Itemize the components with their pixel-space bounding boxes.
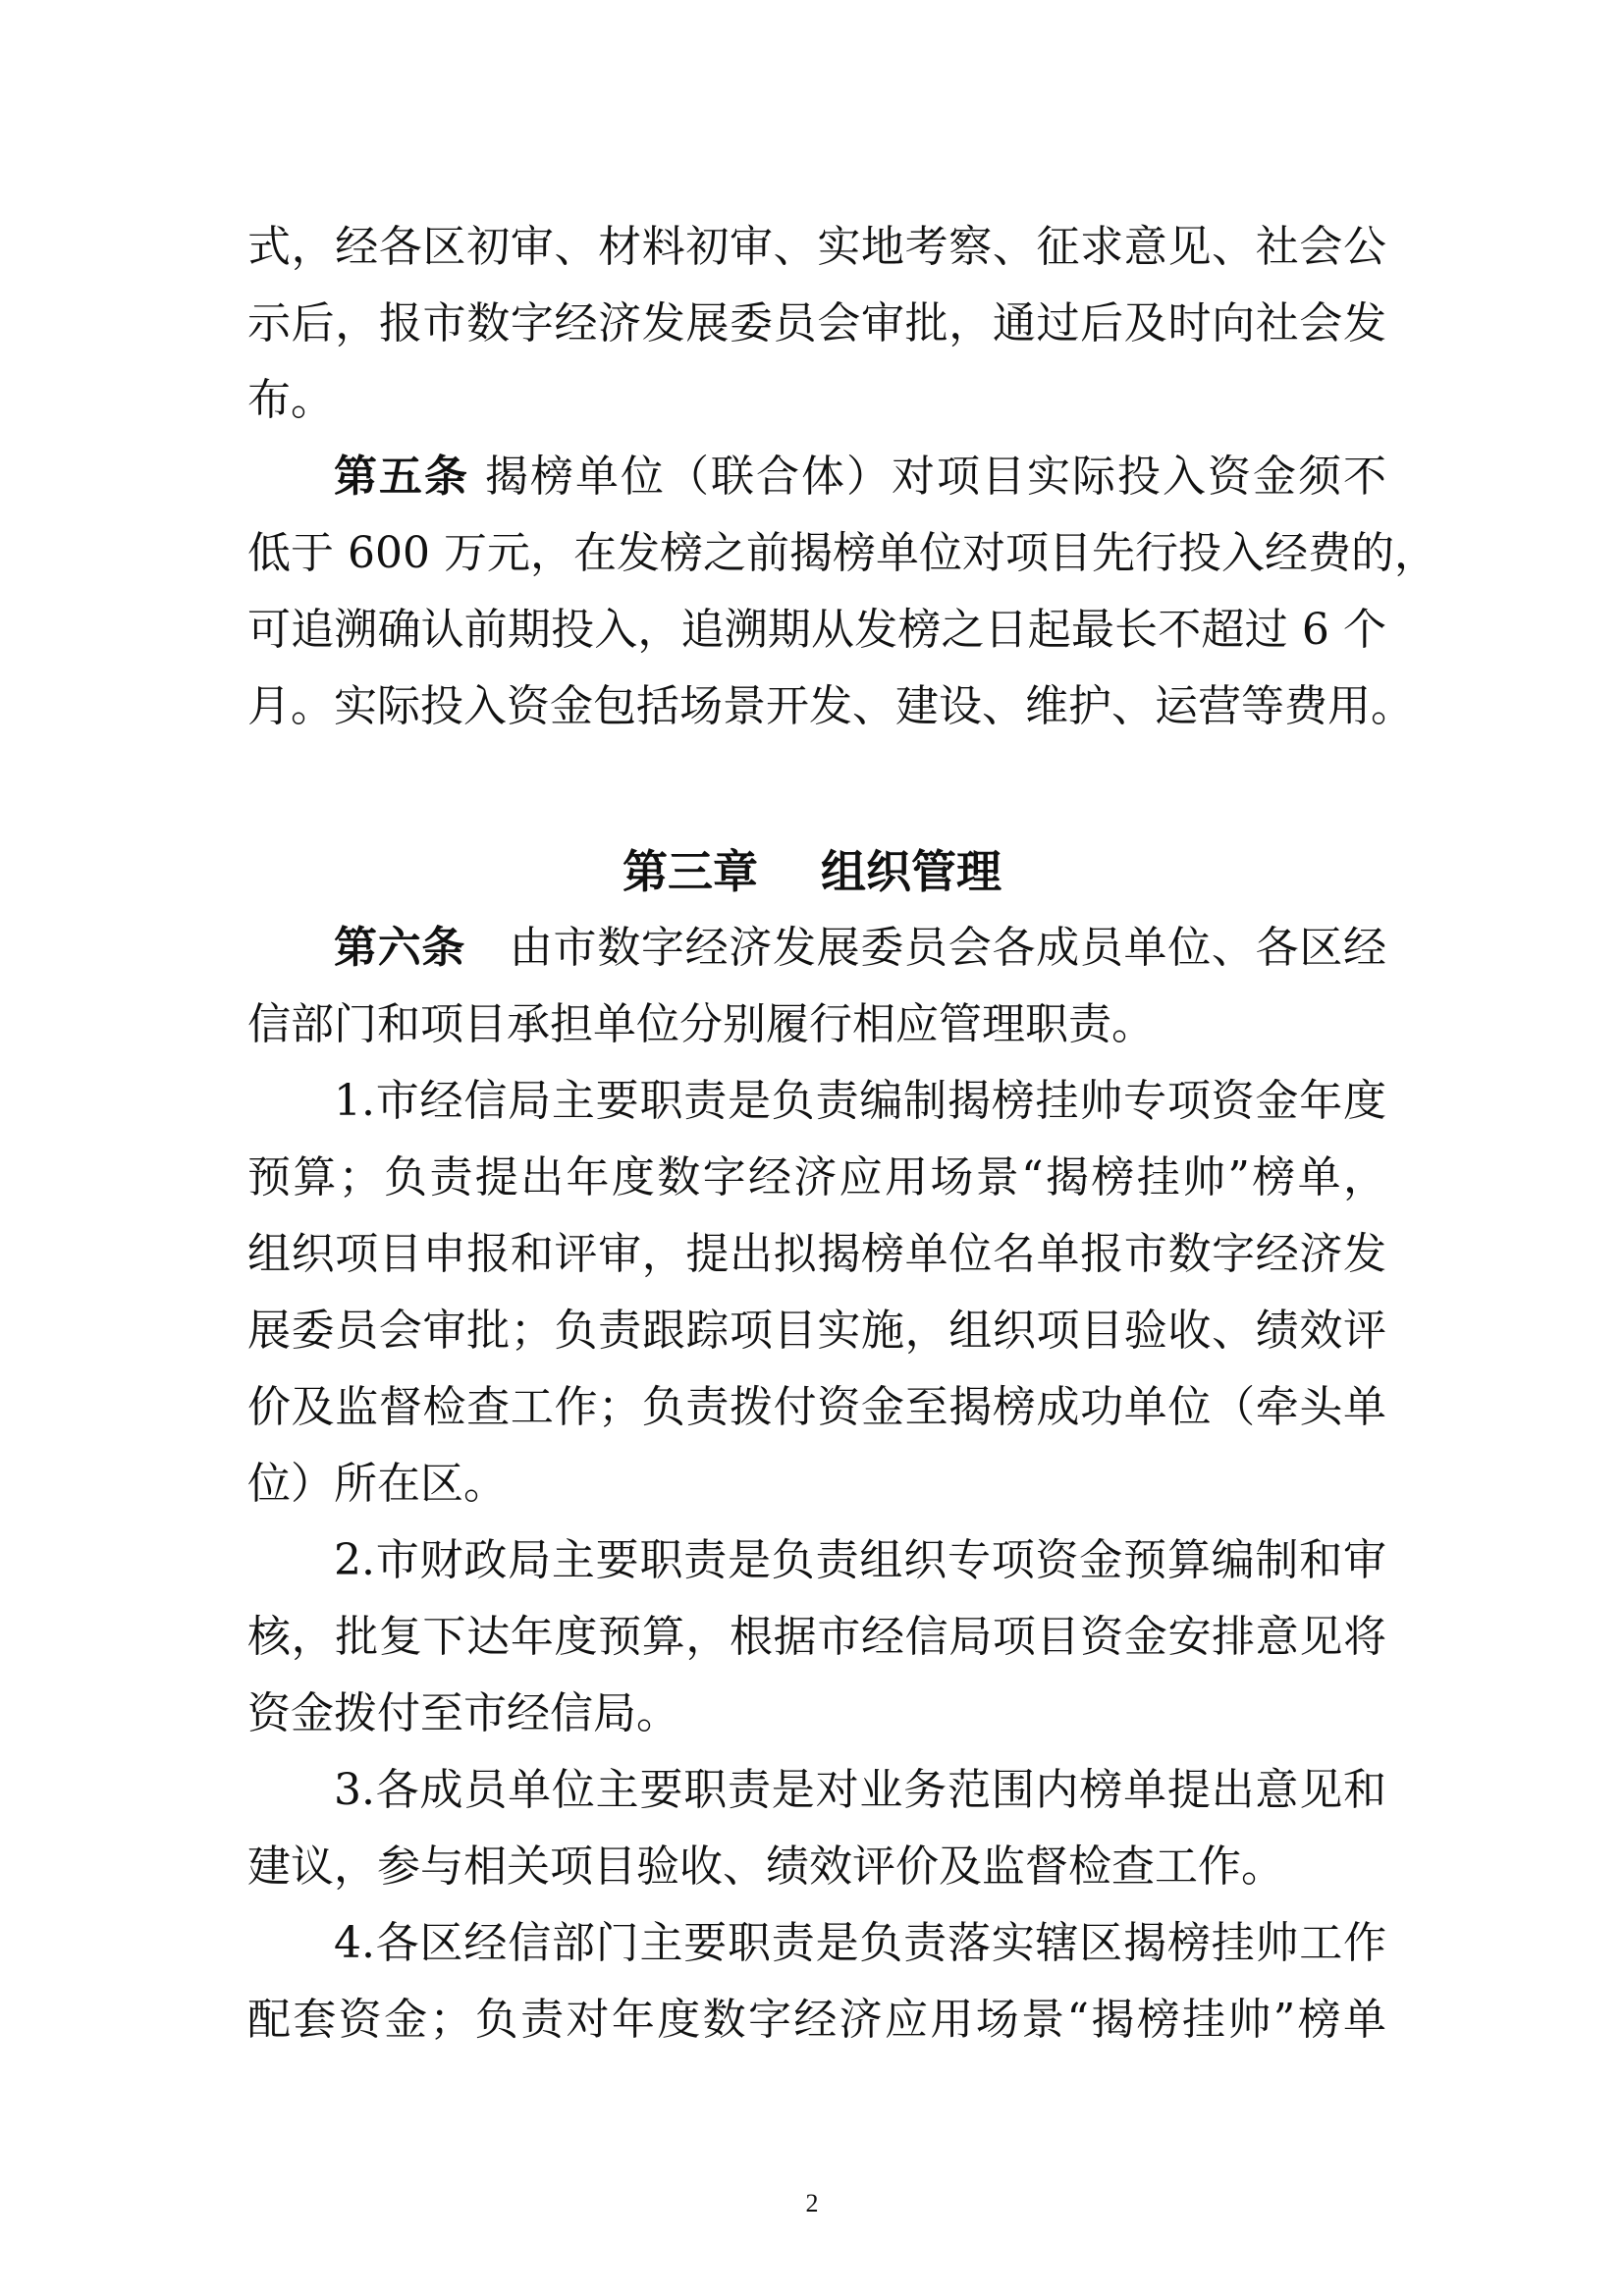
- paragraph-line: 展委员会审批；负责跟踪项目实施，组织项目验收、绩效评: [247, 1306, 1386, 1356]
- article-6-label: 第六条: [334, 923, 466, 973]
- paragraph-line: 示后，报市数字经济发展委员会审批，通过后及时向社会发: [247, 298, 1386, 348]
- item-4-first-line: 4.各区经信部门主要职责是负责落实辖区揭榜挂帅工作: [334, 1918, 1386, 1968]
- paragraph-line: 月。实际投入资金包括场景开发、建设、维护、运营等费用。: [247, 681, 1414, 731]
- article-5-first-line: [334, 448, 1386, 507]
- paragraph-line: 布。: [247, 375, 334, 425]
- article-5-label: 第五条: [334, 452, 469, 502]
- page-number: 2: [805, 2189, 819, 2217]
- article-5-text: 揭榜单位（联合体）对项目实际投入资金须不: [485, 452, 1386, 502]
- paragraph-line: 组织项目申报和评审，提出拟揭榜单位名单报市数字经济发: [247, 1229, 1386, 1279]
- paragraph-line: 式，经各区初审、材料初审、实地考察、征求意见、社会公: [247, 222, 1386, 272]
- paragraph-line: 预算；负责提出年度数字经济应用场景“揭榜挂帅”榜单，: [247, 1152, 1386, 1202]
- paragraph-line: 建议，参与相关项目验收、绩效评价及监督检查工作。: [247, 1842, 1284, 1892]
- paragraph-line: 位）所在区。: [247, 1459, 507, 1509]
- paragraph-line: 信部门和项目承担单位分别履行相应管理职责。: [247, 999, 1155, 1049]
- paragraph-line: 价及监督检查工作；负责拨付资金至揭榜成功单位（牵头单: [247, 1382, 1386, 1432]
- paragraph-line: 核，批复下达年度预算，根据市经信局项目资金安排意见将: [247, 1612, 1386, 1662]
- item-2-first-line: 2.市财政局主要职责是负责组织专项资金预算编制和审: [334, 1535, 1386, 1585]
- article-6-text: 由市数字经济发展委员会各成员单位、各区经: [509, 923, 1387, 973]
- item-3-first-line: 3.各成员单位主要职责是对业务范围内榜单提出意见和: [334, 1765, 1386, 1815]
- article-6-first-line: [334, 919, 1386, 978]
- paragraph-line: 资金拨付至市经信局。: [247, 1688, 679, 1738]
- item-1-first-line: 1.市经信局主要职责是负责编制揭榜挂帅专项资金年度: [334, 1076, 1386, 1126]
- paragraph-line: 低于 600 万元，在发榜之前揭榜单位对项目先行投入经费的，: [247, 528, 1437, 578]
- chapter-heading: 第三章 组织管理: [622, 845, 1002, 898]
- paragraph-line: 可追溯确认前期投入，追溯期从发榜之日起最长不超过 6 个: [247, 605, 1386, 655]
- paragraph-line: 配套资金；负责对年度数字经济应用场景“揭榜挂帅”榜单: [247, 1995, 1386, 2045]
